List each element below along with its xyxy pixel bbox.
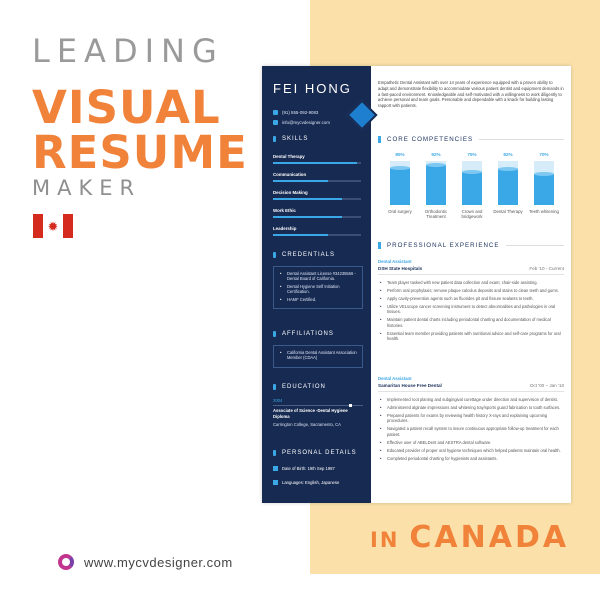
job-bullet: • Implemented root planing and subgingival curettage under direction and supervision of dentist. [378, 397, 564, 402]
skill-label: Leadership [273, 226, 297, 231]
bullet-icon [273, 331, 276, 337]
website-url: www.mycvdesigner.com [84, 554, 233, 570]
affiliations-box [273, 345, 363, 368]
headline-resume: RESUME [32, 126, 248, 179]
personal-title: PERSONAL DETAILS [282, 450, 357, 456]
competency-item [455, 152, 489, 219]
summary-text: Empathetic Dental Assistant with over 14 years of experience equipped with a proven ability to adapt and demonstrate flexibility to accommodate various patient dentist and equipment demands in a fast-paced environment. Knowledgeable and self-motivated with a willingness to work diligently to achieve personal and team goals. Personable and dependable with a knack for building lasting rapport with patients. [378, 80, 564, 109]
dob-line [273, 466, 335, 471]
education-heading [273, 384, 326, 390]
job-entry [378, 259, 564, 344]
core-title: CORE COMPETENCIES [387, 136, 474, 143]
experience-title: PROFESSIONAL EXPERIENCE [387, 242, 500, 249]
skill-label: Decision Making [273, 190, 308, 195]
resume-preview [262, 66, 571, 503]
job-bullet: • Administered alginate impressions and whitening tray/sports guard fabrication to tooth surfaces. [378, 405, 564, 410]
credentials-box [273, 266, 363, 309]
competency-pct: 70% [539, 152, 549, 157]
education-school: Carrington College, Sacramento, CA [273, 422, 341, 428]
education-degree: Associate of Science -Dental Hygiene Diploma [273, 408, 348, 419]
website-link[interactable] [58, 554, 233, 570]
experience-heading [378, 242, 564, 249]
education-year: 2004 [273, 398, 283, 403]
resume-main [378, 66, 564, 503]
skill-label: Communication [273, 172, 307, 177]
tagline-in: IN [370, 528, 400, 552]
job-bullet: • Team player tasked with new patient data collection and exam; chair-side assisting. [378, 280, 564, 285]
competency-item [383, 152, 417, 214]
globe-icon [273, 480, 278, 485]
job-dates: Oct '00 – Jan '10 [529, 383, 564, 388]
credentials-title: CREDENTIALS [282, 252, 336, 258]
competency-label: Oral surgery [388, 209, 412, 214]
skill-label: Dental Therapy [273, 154, 305, 159]
competency-label: Orthodontic Treatment [424, 209, 448, 220]
resume-name: FEI HONG [273, 81, 352, 96]
job-role: Dental Assistant [378, 376, 412, 381]
competency-fill [534, 174, 554, 205]
skill-bar [273, 162, 357, 164]
bullet-icon [273, 450, 276, 456]
credential-item: • Dental Assistant License #34235566 - Dental Board of California. [279, 271, 357, 282]
job-company: DSH State Hospitals [378, 266, 423, 271]
bullet-icon [273, 252, 276, 258]
credential-item: • Dental Hygiene Self Initiation Certification. [279, 284, 357, 295]
skill-item [273, 154, 361, 164]
job-bullet: • Perform oral prophylaxis; remove plaque calculus deposits and stains to clean teeth and gums. [378, 288, 564, 293]
job-bullet: • Essential team member providing patients with nutritional advice and self-care programs for oral health. [378, 331, 564, 342]
competency-fill [462, 172, 482, 205]
phone-text: (91) 555-092-9083 [282, 110, 319, 115]
job-role: Dental Assistant [378, 259, 412, 264]
job-bullet: • Utilize VELscope cancer screening instrument to detect abnormalities and pathologies in oral tissues. [378, 304, 564, 315]
affiliations-heading [273, 331, 334, 337]
affiliation-item: • California Dental Assistant Association Member (CDAA) [279, 350, 357, 361]
skill-bar [273, 216, 342, 218]
competency-label: Dental Therapy [493, 209, 523, 214]
skill-item [273, 226, 361, 236]
languages-text: Languages: English, Japanese [282, 480, 340, 485]
bullet-icon [378, 242, 381, 249]
skill-label: Work Ethic [273, 208, 296, 213]
skill-item [273, 208, 361, 218]
competency-item [419, 152, 453, 219]
job-bullet: • Maintain patient dental charts including periodontal charting and documentation of medical histories. [378, 317, 564, 328]
phone-line [273, 110, 318, 115]
canada-flag-icon: ✹ [33, 214, 73, 238]
skills-heading [273, 136, 308, 142]
dob-text: Date of Birth: 19th Sep 1987 [282, 466, 335, 471]
competency-item [491, 152, 525, 214]
competency-label: Teeth whitening [529, 209, 559, 214]
competency-chart [383, 152, 561, 232]
email-line [273, 120, 330, 125]
languages-line [273, 480, 339, 485]
bullet-icon [273, 384, 276, 390]
tagline-country: CANADA [409, 520, 570, 555]
skill-bar [273, 180, 328, 182]
competency-fill [390, 168, 410, 205]
headline-visual: VISUAL [32, 81, 221, 134]
job-bullet: • Effective user of ABELDent and AESTRA dental software. [378, 440, 564, 445]
credentials-heading [273, 252, 335, 258]
bullet-icon [273, 136, 276, 142]
bullet-icon [378, 136, 381, 143]
competency-pct: 92% [431, 152, 441, 157]
education-title: EDUCATION [282, 384, 326, 390]
education-entry [273, 398, 363, 428]
timeline-divider [273, 405, 363, 406]
phone-icon [273, 110, 278, 115]
email-text: info@mycvdesigner.com [282, 120, 330, 125]
job-bullet: • Apply cavity-prevention agents such as fluorides pit and fissure sealants to teeth. [378, 296, 564, 301]
brand-logo-icon [58, 554, 74, 570]
job-bullet: • Prepared patients for exams by reviewing health history X-rays and explaining upcoming procedures. [378, 413, 564, 424]
skill-bar [273, 234, 328, 236]
email-icon [273, 120, 278, 125]
personal-heading [273, 450, 357, 456]
competency-pct: 82% [503, 152, 513, 157]
competency-label: Crown and bridgework [461, 209, 483, 220]
core-heading [378, 136, 564, 143]
in-canada-tagline [370, 520, 569, 555]
job-company: Samaritan House Free Dental [378, 383, 442, 388]
headline-leading: LEADING [32, 32, 224, 70]
calendar-icon [273, 466, 278, 471]
affiliations-title: AFFILIATIONS [282, 331, 334, 337]
resume-sidebar [262, 66, 371, 503]
competency-fill [426, 165, 446, 205]
job-dates: Feb '10 - Current [529, 266, 564, 271]
skill-bar [273, 198, 342, 200]
competency-item [527, 152, 561, 214]
job-bullet: • Navigated a patient recall system to insure continuous appropriate follow-up treatment for each patient. [378, 426, 564, 437]
competency-fill [498, 169, 518, 205]
headline-maker: MAKER [32, 176, 142, 200]
skill-item [273, 172, 361, 182]
skills-title: SKILLS [282, 136, 309, 142]
job-entry [378, 376, 564, 464]
skill-item [273, 190, 361, 200]
competency-pct: 75% [467, 152, 477, 157]
credential-item: • HAMF Certified. [279, 297, 357, 302]
job-bullet: • Completed periodontal charting for hygienists and assistants. [378, 456, 564, 461]
job-bullet: • Educated provider of proper oral hygiene techniques which helped patients maintain oral health. [378, 448, 564, 453]
competency-pct: 85% [395, 152, 405, 157]
